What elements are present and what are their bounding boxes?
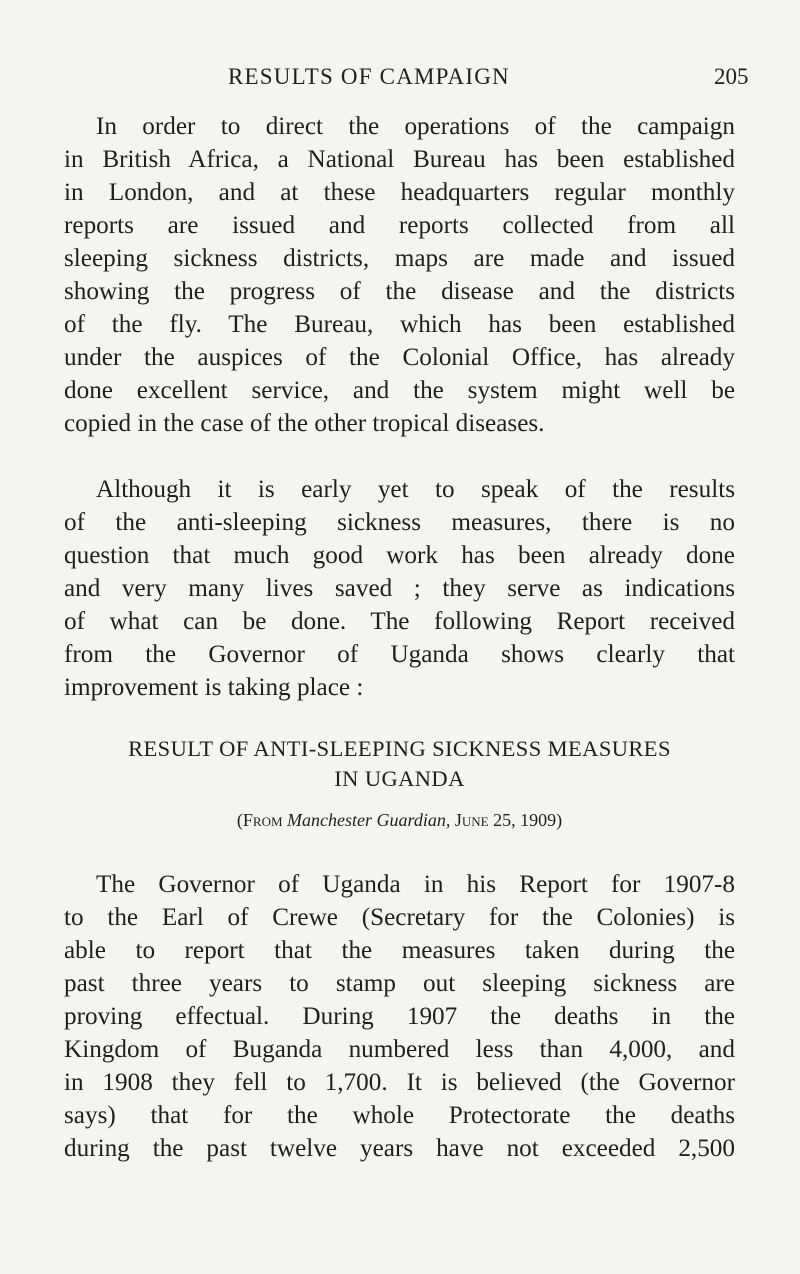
text-line: The Governor of Uganda in his Report for 1907-8	[96, 871, 735, 898]
text-line: proving effectual. During 1907 the deaths in the	[64, 1003, 735, 1030]
text-line: from the Governor of Uganda shows clearly that	[64, 641, 735, 668]
section-title-line: IN UGANDA	[334, 766, 465, 791]
paragraph-bureau	[64, 110, 735, 440]
text-line: Although it is early yet to speak of the results	[96, 476, 735, 503]
source-newspaper: Manchester Guardian,	[287, 810, 451, 830]
text-line: in London, and at these headquarters regular monthly	[64, 179, 735, 206]
text-line: of the fly. The Bureau, which has been established	[64, 311, 735, 338]
text-line: says) that for the whole Protectorate the deaths	[64, 1102, 735, 1129]
source-citation	[64, 808, 735, 832]
text-line: past three years to stamp out sleeping sickness are	[64, 970, 735, 997]
text-line: done excellent service, and the system might well be	[64, 377, 735, 404]
source-open: (From	[236, 810, 283, 830]
text-line: of the anti-sleeping sickness measures, there is no	[64, 509, 735, 536]
paragraph-governor-report	[64, 868, 735, 1165]
text-line: sleeping sickness districts, maps are made and issued	[64, 245, 735, 272]
text-line: copied in the case of the other tropical diseases.	[64, 410, 545, 437]
text-line: question that much good work has been already done	[64, 542, 735, 569]
text-line: under the auspices of the Colonial Office, has already	[64, 344, 735, 371]
source-date: June 25, 1909)	[454, 810, 563, 830]
text-line: in 1908 they fell to 1,700. It is believed (the Governor	[64, 1069, 735, 1096]
running-header	[0, 64, 800, 94]
paragraph-results	[64, 473, 735, 704]
text-line: able to report that the measures taken during the	[64, 937, 735, 964]
text-line: to the Earl of Crewe (Secretary for the Colonies) is	[64, 904, 735, 931]
section-title-line: RESULT OF ANTI-SLEEPING SICKNESS MEASURES	[128, 736, 671, 761]
text-line: Kingdom of Buganda numbered less than 4,000, and	[64, 1036, 735, 1063]
section-title	[64, 734, 735, 794]
text-line: improvement is taking place :	[64, 674, 364, 701]
text-line: during the past twelve years have not exceeded 2,500	[64, 1135, 735, 1162]
text-line: in British Africa, a National Bureau has been established	[64, 146, 735, 173]
page-number: 205	[714, 64, 749, 89]
text-line: showing the progress of the disease and the districts	[64, 278, 735, 305]
text-line: reports are issued and reports collected from all	[64, 212, 735, 239]
running-title: RESULTS OF CAMPAIGN	[228, 64, 510, 89]
text-line: In order to direct the operations of the campaign	[96, 113, 735, 140]
text-line: of what can be done. The following Report received	[64, 608, 735, 635]
text-line: and very many lives saved ; they serve as indications	[64, 575, 735, 602]
